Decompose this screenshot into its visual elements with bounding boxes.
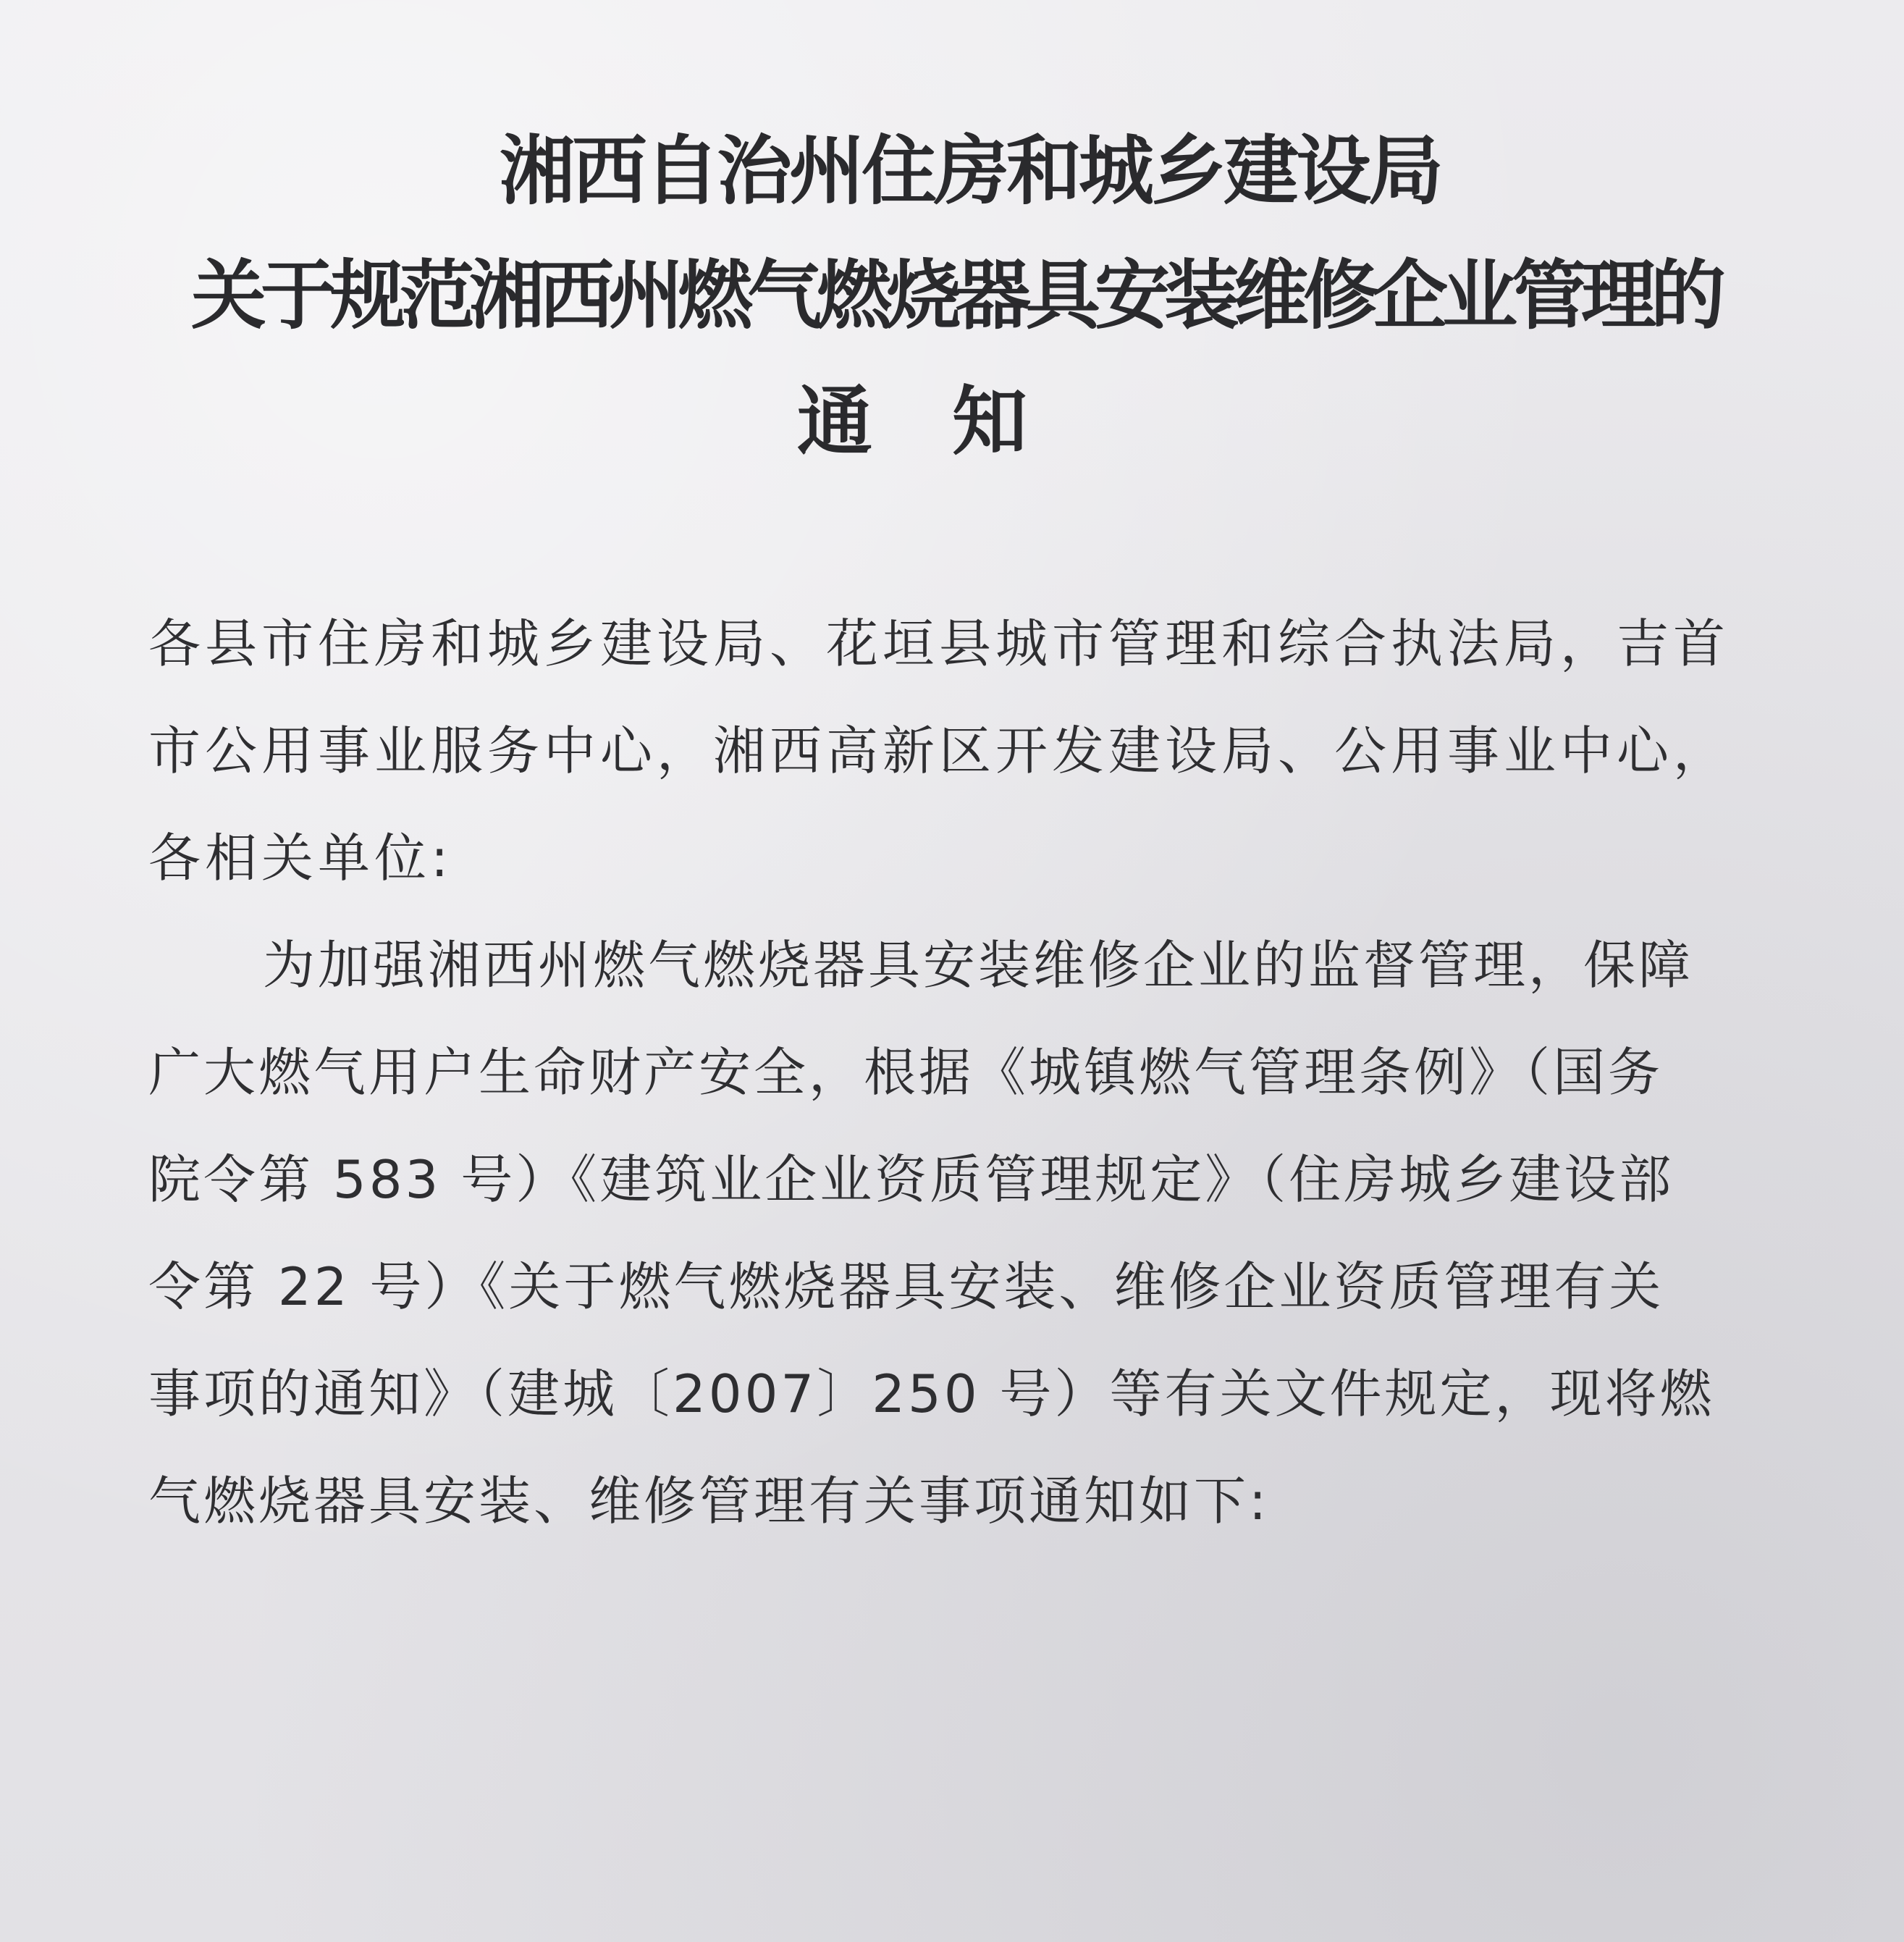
paragraph-line: 事项的通知》（建城〔2007〕250 号）等有关文件规定，现将燃 xyxy=(148,1363,1715,1424)
document-title xyxy=(0,109,1904,484)
addressee-line: 各县市住房和城乡建设局、花垣县城市管理和综合执法局，吉首 xyxy=(148,613,1730,674)
paragraph-line: 为加强湘西州燃气燃烧器具安装维修企业的监督管理，保障 xyxy=(263,935,1694,996)
paragraph-line: 令第 22 号）《关于燃气燃烧器具安装、维修企业资质管理有关 xyxy=(148,1256,1664,1317)
addressee-line: 各相关单位: xyxy=(148,828,453,888)
addressee-block xyxy=(148,590,1785,912)
document-body xyxy=(148,590,1785,1555)
title-line-issuer: 湘西自治州住房和城乡建设局 xyxy=(499,126,1441,215)
body-paragraph xyxy=(148,912,1785,1555)
addressee-line: 市公用事业服务中心，湘西高新区开发建设局、公用事业中心， xyxy=(148,720,1730,781)
title-line-notice: 通知 xyxy=(796,377,1107,466)
paragraph-line: 院令第 583 号）《建筑业企业资质管理规定》（住房城乡建设部 xyxy=(148,1149,1675,1210)
paragraph-line: 气燃烧器具安装、维修管理有关事项通知如下: xyxy=(148,1471,1270,1531)
paragraph-line: 广大燃气用户生命财产安全，根据《城镇燃气管理条例》（国务 xyxy=(148,1042,1664,1103)
title-line-subject: 关于规范湘西州燃气燃烧器具安装维修企业管理的 xyxy=(190,251,1720,340)
